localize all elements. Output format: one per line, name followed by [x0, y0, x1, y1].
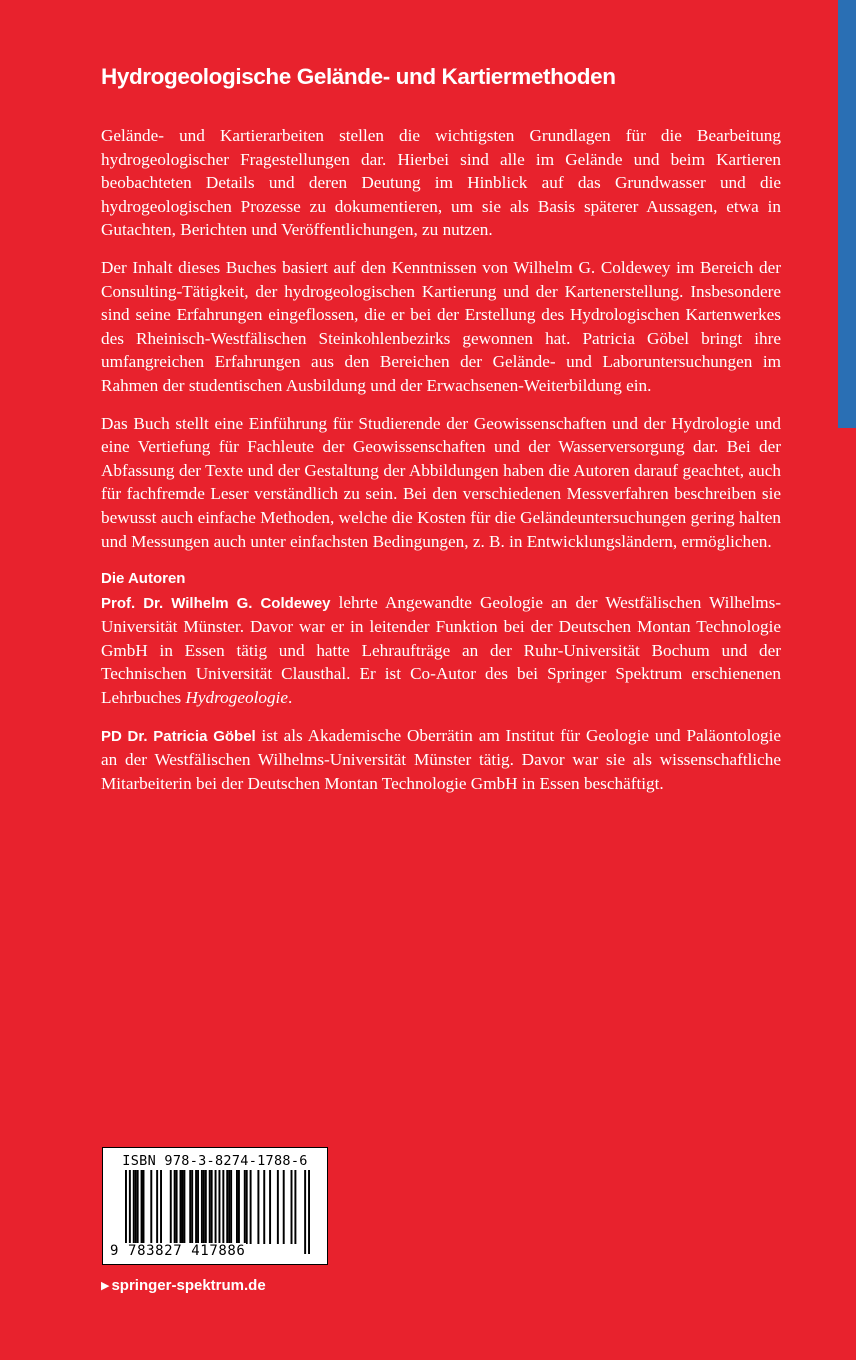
barcode-bar: [228, 1170, 230, 1244]
author-2-text: ist als Akademische Oberrätin am Institut für Geologie und Paläontologie an der Westfälischen Wilhelms-Universität Münster tätig. Davor war sie als wissenschaftliche Mitarbeiterin bei der Deutschen Montan Technologie GmbH in Essen beschäftigt.: [101, 725, 781, 793]
barcode-bar: [201, 1170, 203, 1244]
barcode-bar: [135, 1170, 137, 1244]
publisher-url[interactable]: [101, 1277, 266, 1294]
barcode-bars: [125, 1170, 310, 1254]
barcode-bar: [197, 1170, 199, 1244]
blurb-paragraph-1: Gelände- und Kartierarbeiten stellen die wichtigsten Grundlagen für die Bearbeitung hydrogeologischer Fragestellungen dar. Hierbei sind alle im Gelände und beim Kartieren beobachteten Details und deren Deutung im Hinblick auf das Grundwasser und die hydrogeologischen Prozesse zu dokumentieren, um sie als Basis späterer Aussagen, etwa in Gutachten, Berichten und Veröffentlichungen, zu nutzen.: [101, 126, 781, 240]
barcode-bar: [269, 1170, 271, 1244]
isbn-digits: 9 783827 417886: [110, 1243, 246, 1259]
isbn-digits-container: [109, 1243, 323, 1259]
isbn-barcode: [102, 1147, 328, 1265]
barcode-bar: [156, 1170, 158, 1244]
isbn-label: ISBN 978-3-8274-1788-6: [122, 1153, 308, 1169]
book-title: Hydrogeologische Gelände- und Kartiermethoden: [101, 64, 616, 89]
spine-edge-accent: [838, 0, 856, 428]
barcode-bar: [195, 1170, 197, 1244]
barcode-bar: [211, 1170, 213, 1244]
barcode-bar: [209, 1170, 211, 1244]
barcode-bar: [304, 1170, 306, 1254]
barcode-bar: [222, 1170, 224, 1244]
barcode-bar: [129, 1170, 131, 1254]
blurb-paragraph-3: Das Buch stellt eine Einführung für Studierende der Geowissenschaften und der Hydrologie und eine Vertiefung für Fachleute der Geowissenschaften und der Wasserversorgung dar. Bei der Abfassung der Texte und der Gestaltung der Abbildungen haben die Autoren darauf geachtet, auch für fachfremde Leser verständlich zu sein. Bei den verschiedenen Messverfahren beschreiben sie bewusst auch einfache Methoden, welche die Kosten für die Geländeuntersuchungen gering halten und Messungen auch unter einfachsten Bedingungen, z. B. in Entwicklungsländern, ermöglichen.: [101, 413, 781, 551]
author-1-text: lehrte Angewandte Geologie an der Westfälischen Wilhelms-Universität Münster. Davor war er in leitender Funktion bei der Deutschen Montan Technologie GmbH in Essen tätig und hatte Lehraufträge an der Ruhr-Universität Bochum und der Technischen Universität Clausthal. Er ist Co-Autor des bei Springer Spektrum erschienenen Lehrbuches: [101, 592, 781, 708]
barcode-bar: [181, 1170, 183, 1244]
barcode-bar: [176, 1170, 178, 1244]
barcode-bar: [183, 1170, 185, 1244]
barcode-bar: [283, 1170, 285, 1244]
barcode-bar: [244, 1170, 246, 1244]
author-1-bio: [101, 591, 781, 710]
author-1-end: .: [287, 688, 293, 708]
barcode-bar: [189, 1170, 191, 1244]
barcode-bar: [246, 1170, 248, 1244]
barcode-bar: [230, 1170, 232, 1244]
barcode-bar: [137, 1170, 139, 1244]
author-2-bio: [101, 724, 781, 796]
barcode-bar: [308, 1170, 310, 1254]
barcode-bar: [141, 1170, 143, 1244]
barcode-bar: [203, 1170, 205, 1244]
barcode-bar: [215, 1170, 217, 1254]
barcode-bar: [180, 1170, 182, 1244]
author-2-name: PD Dr. Patricia Göbel: [101, 727, 256, 745]
authors-heading: Die Autoren: [101, 570, 186, 588]
blurb-content: [101, 124, 781, 809]
barcode-bar: [125, 1170, 127, 1254]
barcode-bar: [263, 1170, 265, 1244]
barcode-bar: [174, 1170, 176, 1244]
barcode-bar: [160, 1170, 162, 1244]
barcode-bar: [170, 1170, 172, 1244]
barcode-bar: [294, 1170, 296, 1244]
barcode-bar: [250, 1170, 252, 1244]
barcode-bar: [205, 1170, 207, 1244]
barcode-bar: [257, 1170, 259, 1244]
author-1-book-title: Hydrogeologie: [185, 688, 288, 708]
barcode-bar: [218, 1170, 220, 1254]
arrow-right-icon: ▶: [101, 1280, 110, 1292]
barcode-bar: [236, 1170, 238, 1244]
barcode-bar: [226, 1170, 228, 1244]
barcode-bar: [133, 1170, 135, 1244]
blurb-paragraph-2: Der Inhalt dieses Buches basiert auf den Kenntnissen von Wilhelm G. Coldewey im Bereich der Consulting-Tätigkeit, der hydrogeologischen Kartierung und der Kartenerstellung. Insbesondere sind seine Erfahrungen eingeflossen, die er bei der Erstellung des Hydrologischen Kartenwerkes des Rheinisch-Westfälischen Steinkohlenbezirks gewonnen hat. Patricia Göbel bringt ihre umfangreichen Erfahrungen aus den Bereichen der Gelände- und Laboruntersuchungen im Rahmen der studentischen Ausbildung und der Erwachsenen-Weiterbildung ein.: [101, 257, 781, 395]
barcode-bar: [191, 1170, 193, 1244]
barcode-bar: [143, 1170, 145, 1244]
barcode-bar: [150, 1170, 152, 1244]
barcode-bar: [291, 1170, 293, 1244]
barcode-bar: [238, 1170, 240, 1244]
barcode-bar: [277, 1170, 279, 1244]
author-1-name: Prof. Dr. Wilhelm G. Coldewey: [101, 594, 331, 612]
publisher-url-text: springer-spektrum.de: [111, 1277, 266, 1294]
